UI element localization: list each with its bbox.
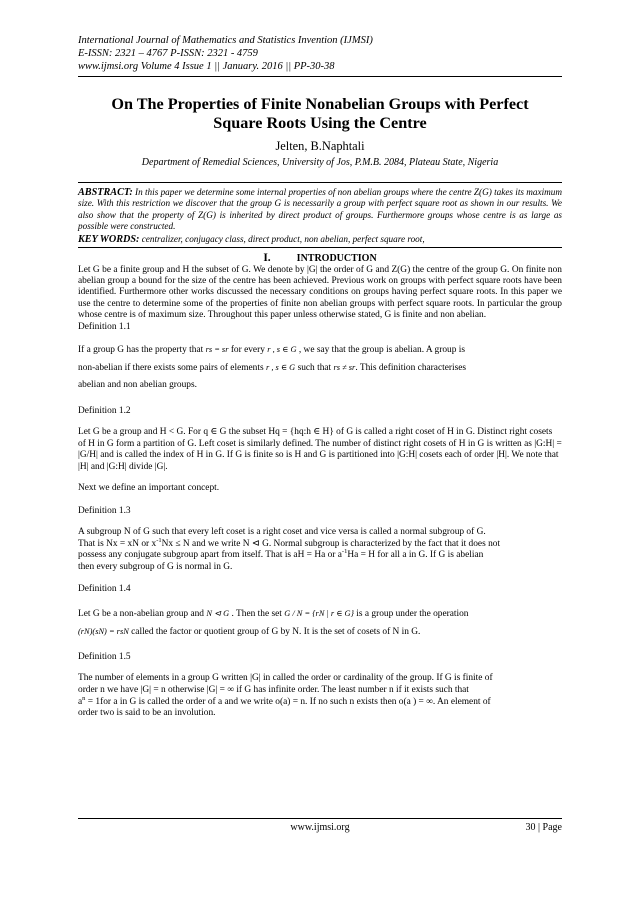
- footer-divider: [78, 818, 562, 819]
- def1-math-1: rs = sr: [205, 345, 229, 355]
- def1-math-2: r , s ∈ G: [267, 345, 297, 355]
- def5-line-1: The number of elements in a group G written |G| in called the order or cardinality of the group. If G is finite of: [78, 673, 493, 684]
- keywords-text: centralizer, conjugacy class, direct product, non abelian, perfect square root,: [141, 233, 425, 244]
- def3-line-3a: possess any conjugate subgroup apart from itself. That is aH = Ha or a: [78, 550, 342, 561]
- paper-title: [78, 95, 562, 133]
- def4-text-2: . Then the set: [229, 609, 285, 620]
- def4-math-3: (rN)(sN) = rsN: [78, 627, 129, 637]
- definition-1-3-title: Definition 1.3: [78, 506, 131, 517]
- definition-1-1-title: Definition 1.1: [78, 322, 131, 333]
- section-title: INTRODUCTION: [296, 252, 377, 264]
- footer-site: www.ijmsi.org: [290, 822, 350, 833]
- journal-volume: www.ijmsi.org Volume 4 Issue 1 || January. 2016 || PP-30-38: [78, 61, 335, 72]
- def1-text-4: non-abelian if there exists some pairs of elements: [78, 363, 266, 374]
- definition-1-5-title: Definition 1.5: [78, 652, 131, 663]
- def3-line-1: A subgroup N of G such that every left coset is a right coset and vice versa is called a normal subgroup of G.: [78, 527, 486, 538]
- def5-line-4: order two is said to be an involution.: [78, 708, 216, 719]
- def4-math-1: N ⊲ G: [206, 609, 230, 619]
- def5-line-2: order n we have |G| = n otherwise |G| = ∞ if G has infinite order. The least number n if it exists such that: [78, 685, 469, 696]
- journal-name: International Journal of Mathematics and Statistics Invention (IJMSI): [78, 35, 373, 46]
- def4-text-1: Let G be a non-abelian group and: [78, 609, 207, 620]
- def5-superscript: n: [82, 694, 86, 702]
- def5-line-3a: a: [78, 696, 83, 707]
- def3-line-4: then every subgroup of G is normal in G.: [78, 561, 233, 572]
- keywords: [78, 233, 562, 247]
- def3-superscript-1: -1: [156, 536, 162, 544]
- def1-math-4: rs ≠ sr: [333, 363, 356, 373]
- section-heading: [78, 252, 562, 265]
- paper-page: [78, 34, 562, 720]
- title-line-2: Square Roots Using the Centre: [213, 114, 427, 132]
- def4-text-3: is a group under the operation: [353, 609, 469, 620]
- header-divider: [78, 76, 562, 77]
- journal-header: [78, 34, 562, 77]
- abstract-label: ABSTRACT:: [78, 187, 133, 198]
- def1-text-1: If a group G has the property that: [78, 345, 206, 356]
- definition-1-2-body: Let G be a group and H < G. For q ∈ G the subset Hq = {hq:h ∈ H} of G is called a right coset of H in G. Distinct right cosets of H in G form a partition of G. Left coset is similarly defined. The number of distinct right cosets of H in G is written as |G:H| = |G/H| and is called the index of H in G. If G is finite so is H and G is partitioned into |G:H| cosets each of order |H|. We note that |H| and |G:H| divide |G|.: [78, 427, 562, 472]
- abstract-block: [78, 182, 562, 248]
- footer-page-number: 30 | Page: [525, 822, 562, 833]
- def1-text-7: abelian and non abelian groups.: [78, 380, 197, 391]
- intro-paragraph: Let G be a finite group and H the subset of G. We denote by |G| the order of G and Z(G) the centre of the group G. On finite non abelian group a bound for the size of the centre has been achieved. Previous work on groups with perfect square roots have been identified. Furthermore other works discussed the necessary conditions on groups having perfect square roots. In this paper we use the centre to determine some of the properties of finite non abelian groups with perfect square roots. In particular the group whose centre is of maximum size. Throughout this paper unless otherwise stated, G is finite and non abelian.: [78, 264, 562, 320]
- def5-line-3b: = 1for a in G is called the order of a and we write o(a) = n. If no such n exists then o(a ) = ∞. An element of: [85, 696, 491, 707]
- def3-line-2b: Nx ≤ N and we write N ⊲ G. Normal subgroup is characterized by the fact that it does not: [161, 538, 501, 549]
- author-affiliation: Department of Remedial Sciences, University of Jos, P.M.B. 2084, Plateau State, Nigeria: [141, 157, 499, 168]
- definition-1-4-body: [78, 605, 562, 641]
- def1-text-6: . This definition characterises: [355, 363, 467, 374]
- keywords-label: KEY WORDS:: [78, 233, 140, 245]
- def1-text-2: for every: [228, 345, 268, 356]
- def1-math-3: r , s ∈ G: [265, 363, 296, 373]
- section-number: I.: [263, 251, 271, 264]
- next-concept-line: Next we define an important concept.: [78, 483, 220, 494]
- abstract: [78, 183, 562, 233]
- def1-text-3: , we say that the group is abelian. A group is: [296, 345, 465, 356]
- definition-1-2-title: Definition 1.2: [78, 406, 131, 417]
- page-footer: [78, 818, 562, 836]
- footer-text: [78, 822, 562, 836]
- abstract-text: In this paper we determine some internal properties of non abelian groups where the centre Z(G) takes its maximum size. With this restriction we discover that the group G is necessarily a group with perfect square root as shown in our results. We also show that the property of Z(G) is inherited by direct product of groups. Furthermore groups whose centre is as large as possible were constructed.: [78, 187, 562, 232]
- definition-1-3-body: [78, 527, 562, 573]
- def3-line-3b: Ha = H for all a in G. If G is abelian: [347, 550, 484, 561]
- def3-superscript-2: -1: [341, 548, 348, 556]
- abstract-bottom-divider: [78, 247, 562, 248]
- def4-math-2: G / N = {rN | r ∈ G}: [284, 609, 354, 619]
- definition-1-5-body: [78, 673, 562, 719]
- def4-text-4: called the factor or quotient group of G by N. It is the set of cosets of N in G.: [128, 627, 421, 638]
- author-name: Jelten, B.Naphtali: [275, 139, 365, 153]
- journal-issn: E-ISSN: 2321 – 4767 P-ISSN: 2321 - 4759: [78, 48, 258, 59]
- definition-1-4-title: Definition 1.4: [78, 584, 131, 595]
- def1-text-5: such that: [295, 363, 334, 374]
- def3-line-2a: That is Nx = xN or x: [78, 538, 157, 549]
- definition-1-1-body: [78, 341, 562, 394]
- title-line-1: On The Properties of Finite Nonabelian Groups with Perfect: [111, 95, 529, 113]
